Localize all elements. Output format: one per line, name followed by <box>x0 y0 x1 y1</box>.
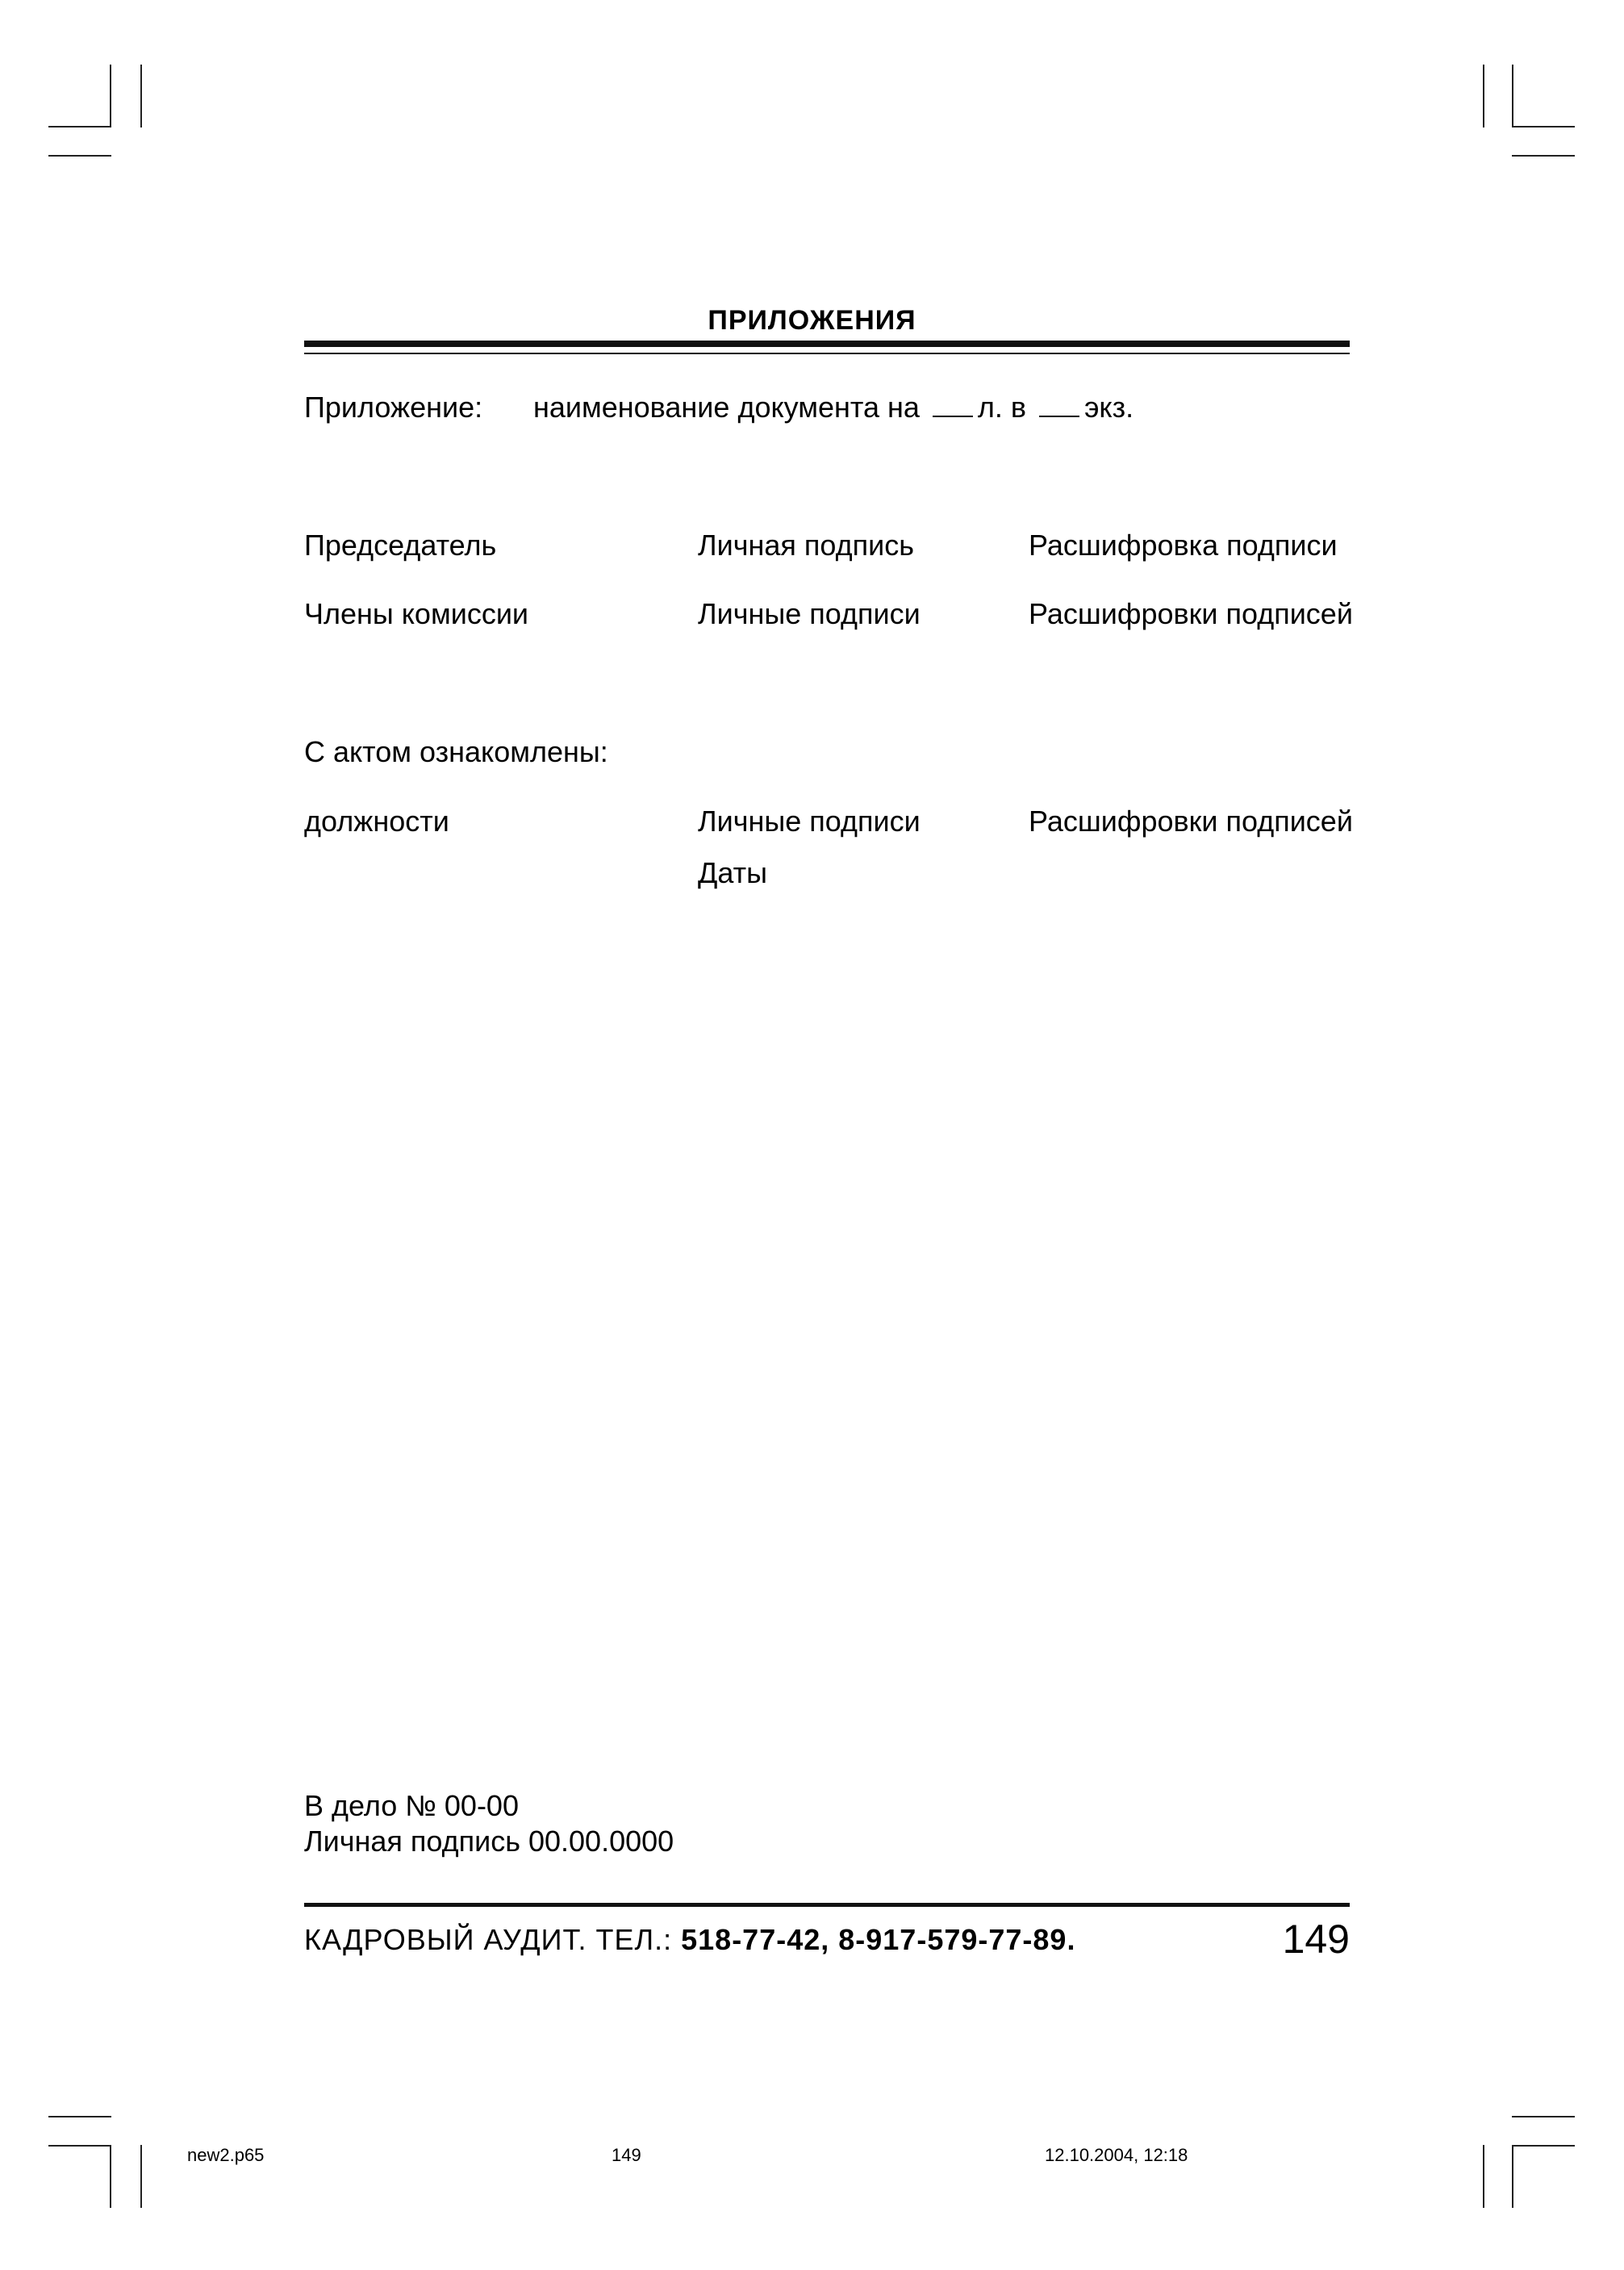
crop-mark <box>48 2145 111 2147</box>
crop-mark <box>140 65 142 128</box>
section-title: ПРИЛОЖЕНИЯ <box>708 305 916 336</box>
slug-timestamp: 12.10.2004, 12:18 <box>1045 2145 1188 2165</box>
crop-mark <box>1512 2145 1575 2147</box>
attachment-description <box>533 393 1133 422</box>
chairman-signature: Личная подпись <box>698 529 914 562</box>
page-number: 149 <box>1282 1917 1350 1962</box>
footer-rule <box>304 1903 1350 1907</box>
attachment-label: Приложение: <box>304 391 483 424</box>
members-role: Члены комиссии <box>304 597 529 630</box>
acquainted-heading: С актом ознакомлены: <box>304 735 608 768</box>
crop-mark <box>1483 2145 1484 2208</box>
footer-contacts <box>304 1925 1075 1954</box>
acquainted-decodings: Расшифровки подписей <box>1029 805 1353 838</box>
crop-mark <box>1512 2145 1513 2208</box>
crop-mark <box>1512 2116 1575 2117</box>
footer-lead: КАДРОВЫЙ АУДИТ. ТЕЛ.: <box>304 1923 682 1956</box>
sheets-blank <box>933 393 973 417</box>
crop-mark <box>1512 126 1575 128</box>
crop-mark <box>1512 155 1575 157</box>
crop-mark <box>48 2116 111 2117</box>
acquainted-role: должности <box>304 805 449 838</box>
crop-mark <box>1512 65 1513 128</box>
attachment-text-after: экз. <box>1084 391 1134 424</box>
filing-case-number: В дело № 00-00 <box>304 1789 519 1822</box>
header-rule-thin <box>304 353 1350 354</box>
attachment-text-before: наименование документа на <box>533 391 920 424</box>
crop-mark <box>110 2145 111 2208</box>
crop-mark <box>110 65 111 128</box>
header-rule-thick <box>304 341 1350 347</box>
crop-mark <box>48 126 111 128</box>
members-signatures: Личные подписи <box>698 597 921 630</box>
footer-phones: 518-77-42, 8-917-579-77-89. <box>681 1923 1076 1956</box>
filing-signature-date: Личная подпись 00.00.0000 <box>304 1825 674 1858</box>
acquainted-signatures: Личные подписи <box>698 805 921 838</box>
slug-page: 149 <box>612 2145 641 2165</box>
crop-mark <box>1483 65 1484 128</box>
chairman-role: Председатель <box>304 529 497 562</box>
chairman-decoding: Расшифровка подписи <box>1029 529 1338 562</box>
members-decodings: Расшифровки подписей <box>1029 597 1353 630</box>
slug-file: new2.p65 <box>187 2145 265 2165</box>
crop-mark <box>140 2145 142 2208</box>
acquainted-dates: Даты <box>698 856 767 889</box>
crop-mark <box>48 155 111 157</box>
attachment-text-middle: л. в <box>977 391 1027 424</box>
copies-blank <box>1039 393 1079 417</box>
